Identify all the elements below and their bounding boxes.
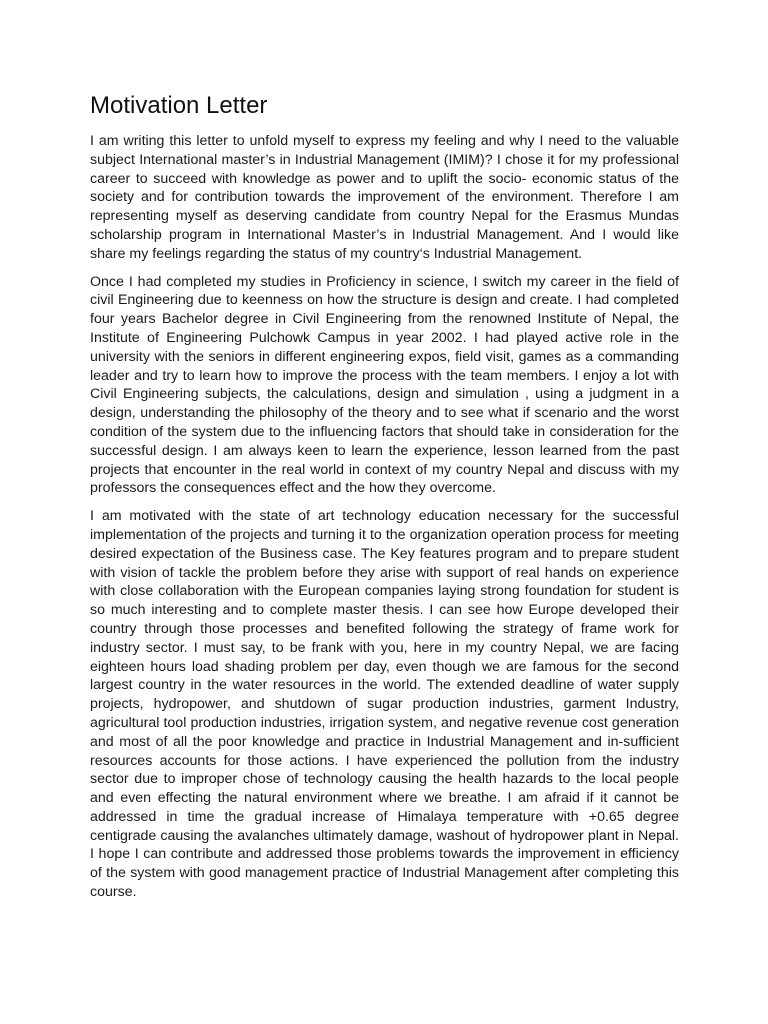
letter-page xyxy=(90,88,679,911)
page-title: Motivation Letter xyxy=(90,92,268,119)
paragraph-education: Once I had completed my studies in Proficiency in science, I switch my career in the field of civil Engineering due to keenness on how the structure is design and create. I had completed four years Bachelor degree in Civil Engineering from the renowned Institute of Nepal, the Institute of Engineering Pulchowk Campus in year 2002. I had played active role in the university with the seniors in different engineering expos, field visit, games as a commanding leader and try to learn how to improve the process with the team members. I enjoy a lot with Civil Engineering subjects, the calculations, design and simulation , using a judgment in a design, understanding the philosophy of the theory and to see what if scenario and the worst condition of the system due to the influencing factors that should take in consideration for the successful design. I am always keen to learn the experience, lesson learned from the past projects that encounter in the real world in context of my country Nepal and discuss with my professors the consequences effect and the how they overcome. xyxy=(90,273,679,497)
paragraph-intro: I am writing this letter to unfold myself to express my feeling and why I need to the valuable subject International master’s in Industrial Management (IMIM)? I chose it for my professional career to succeed with knowledge as power and to uplift the socio- economic status of the society and for contribution towards the improvement of the environment. Therefore I am representing myself as deserving candidate from country Nepal for the Erasmus Mundas scholarship program in International Master’s in Industrial Management. And I would like share my feelings regarding the status of my country‘s Industrial Management. xyxy=(90,133,679,262)
paragraph-motivation: I am motivated with the state of art technology education necessary for the successful implementation of the projects and turning it to the organization operation process for meeting desired expectation of the Business case. The Key features program and to prepare student with vision of tackle the problem before they arise with support of real hands on experience with close collaboration with the European companies laying strong foundation for student is so much interesting and to complete master thesis. I can see how Europe developed their country through those processes and benefited following the strategy of frame work for industry sector. I must say, to be frank with you, here in my country Nepal, we are facing eighteen hours load shading problem per day, even though we are famous for the second largest country in the water resources in the world. The extended deadline of water supply projects, hydropower, and shutdown of sugar production industries, garment Industry, agricultural tool production industries, irrigation system, and negative revenue cost generation and most of all the poor knowledge and practice in Industrial Management and in-sufficient resources accounts for those actions. I have experienced the pollution from the industry sector due to improper chose of technology causing the health hazards to the local people and even effecting the natural environment where we breathe. I am afraid if it cannot be addressed in time the gradual increase of Himalaya temperature with +0.65 degree centigrade causing the avalanches ultimately damage, washout of hydropower plant in Nepal. I hope I can contribute and addressed those problems towards the improvement in efficiency of the system with good management practice of Industrial Management after completing this course. xyxy=(90,508,679,901)
